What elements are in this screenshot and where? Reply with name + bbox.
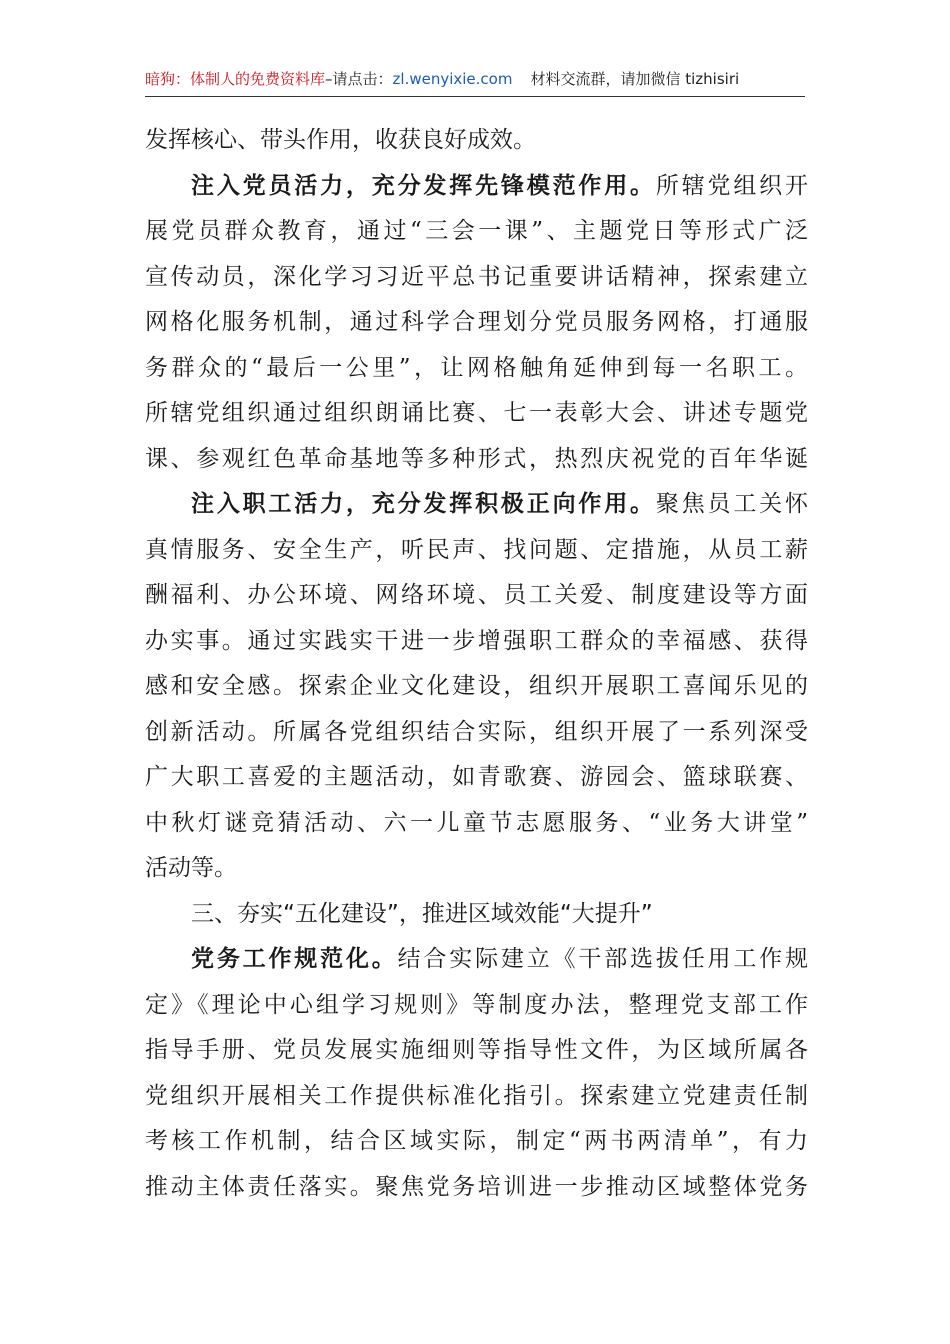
paragraph-line: 办实事。通过实践实干进一步增强职工群众的幸福感、获得 [145, 627, 808, 654]
paragraph-line [145, 482, 808, 528]
paragraph-line: 真情服务、安全生产，听民声、找问题、定措施，从员工薪 [145, 536, 808, 563]
paragraph-line: 广大职工喜爱的主题活动，如青歌赛、游园会、篮球联赛、 [145, 764, 808, 790]
paragraph-line: 感和安全感。探索企业文化建设，组织开展职工喜闻乐见的 [145, 673, 808, 699]
paragraph-text: 聚焦员工关怀 [655, 491, 808, 517]
paragraph-lead-heading: 注入职工活力，充分发挥积极正向作用。 [191, 491, 656, 517]
paragraph-line: 所辖党组织通过组织朗诵比赛、七一表彰大会、讲述专题党 [145, 400, 808, 426]
paragraph-text: 结合实际建立《干部选拔任用工作规 [397, 946, 808, 972]
paragraph-line: 宣传动员，深化学习习近平总书记重要讲话精神，探索建立 [145, 263, 808, 290]
header-url-link[interactable]: zl.wenyixie.com [392, 70, 513, 88]
paragraph-line: 指导手册、党员发展实施细则等指导性文件，为区域所属各 [145, 1037, 808, 1063]
paragraph-line: 课、参观红色革命基地等多种形式，热烈庆祝党的百年华诞 [145, 445, 808, 472]
paragraph-line [145, 937, 808, 983]
paragraph-line: 酬福利、办公环境、网络环境、员工关爱、制度建设等方面 [145, 582, 808, 608]
document-body [145, 118, 808, 1210]
paragraph-lead-heading: 党务工作规范化。 [191, 946, 398, 972]
paragraph-line: 定》《理论中心组学习规则》等制度办法，整理党支部工作 [145, 991, 808, 1018]
paragraph-text: 所辖党组织开 [655, 172, 808, 199]
paragraph-line: 党组织开展相关工作提供标准化指引。探索建立党建责任制 [145, 1082, 808, 1109]
paragraph-lead-heading: 注入党员活力，充分发挥先锋模范作用。 [191, 172, 656, 199]
paragraph-line: 展党员群众教育，通过“三会一课”、主题党日等形式广泛 [145, 218, 808, 244]
header-group-info: 材料交流群，请加微信 tizhisiri [530, 70, 740, 88]
header-library-name: 暗狗：体制人的免费资料库 [145, 70, 326, 88]
paragraph-line: 发挥核心、带头作用，收获良好成效。 [145, 127, 536, 153]
header-divider [145, 96, 805, 97]
paragraph-line: 中秋灯谜竞猜活动、六一儿童节志愿服务、“业务大讲堂” [145, 809, 808, 836]
header-click-prompt: –请点击： [325, 70, 393, 88]
section-heading: 三、夯实“五化建设”，推进区域效能“大提升” [191, 900, 653, 927]
paragraph-line: 考核工作机制，结合区域实际，制定“两书两清单”，有力 [145, 1128, 808, 1154]
paragraph-line: 推动主体责任落实。聚焦党务培训进一步推动区域整体党务 [145, 1173, 808, 1200]
paragraph-line: 网格化服务机制，通过科学合理划分党员服务网格，打通服 [145, 309, 808, 335]
paragraph-line: 创新活动。所属各党组织结合实际，组织开展了一系列深受 [145, 718, 808, 745]
paragraph-line [145, 164, 808, 210]
page-header [145, 68, 805, 94]
paragraph-line: 活动等。 [145, 855, 237, 881]
paragraph-line: 务群众的“最后一公里”，让网格触角延伸到每一名职工。 [145, 354, 808, 381]
